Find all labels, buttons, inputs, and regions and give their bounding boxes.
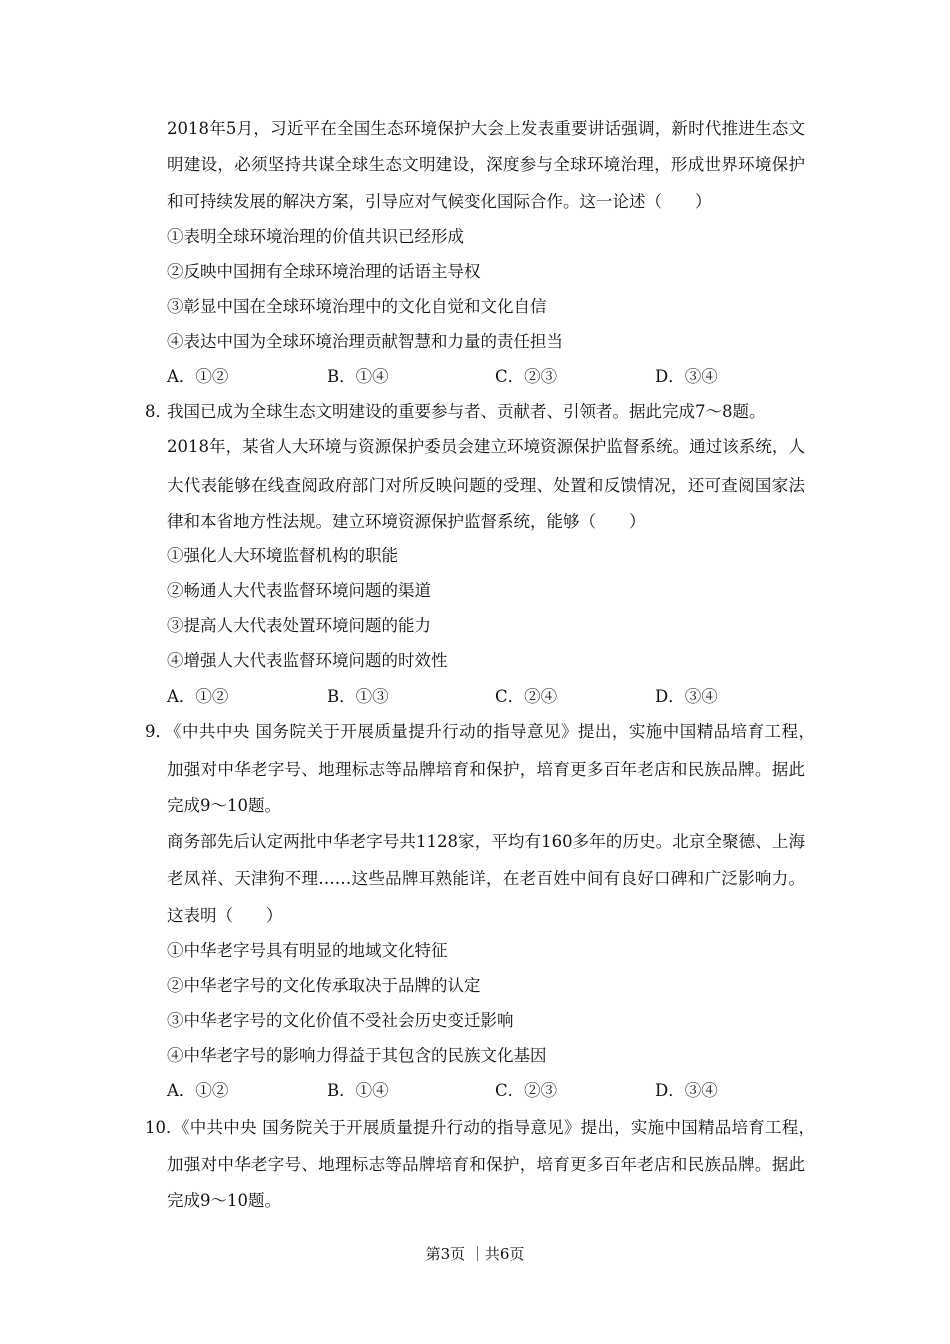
q8-item: ①强化人大环境监督机构的职能 — [167, 546, 398, 565]
q7-option-a: A．①② — [167, 367, 229, 386]
q8-item: ④增强人大代表监督环境问题的时效性 — [167, 651, 448, 670]
q9-intro-line: 完成9～10题。 — [167, 796, 281, 815]
q9-intro-line: 加强对中华老字号、地理标志等品牌培育和保护，培育更多百年老店和民族品牌。据此 — [167, 760, 805, 779]
q9-option-a: A．①② — [167, 1081, 229, 1100]
q9-option-b: B．①④ — [327, 1081, 389, 1100]
q7-option-c: C．②③ — [495, 367, 558, 386]
q7-item: ②反映中国拥有全球环境治理的话语主导权 — [167, 262, 481, 281]
q9-item: ④中华老字号的影响力得益于其包含的民族文化基因 — [167, 1046, 547, 1065]
q10-intro-line: 《中共中央 国务院关于开展质量提升行动的指导意见》提出，实施中国精品培育工程， — [173, 1118, 815, 1137]
q8-option-a: A．①② — [167, 687, 229, 706]
page-footer: 第3页 ｜共6页 — [425, 1245, 525, 1263]
q9-number: 9． — [145, 722, 172, 741]
q10-number: 10． — [145, 1118, 183, 1137]
q8-stem-line: 大代表能够在线查阅政府部门对所反映问题的受理、处置和反馈情况，还可查阅国家法 — [167, 476, 805, 495]
q10-intro-line: 加强对中华老字号、地理标志等品牌培育和保护，培育更多百年老店和民族品牌。据此 — [167, 1155, 805, 1174]
q7-option-b: B．①④ — [327, 367, 389, 386]
q7-stem-line: 2018年5月，习近平在全国生态环境保护大会上发表重要讲话强调，新时代推进生态文 — [167, 119, 805, 138]
q7-stem-line: 和可持续发展的解决方案，引导应对气候变化国际合作。这一论述（ ） — [167, 192, 712, 211]
q8-intro: 我国已成为全球生态文明建设的重要参与者、贡献者、引领者。据此完成7～8题。 — [167, 402, 766, 421]
q7-item: ①表明全球环境治理的价值共识已经形成 — [167, 227, 464, 246]
q8-item: ③提高人大代表处置环境问题的能力 — [167, 616, 431, 635]
q8-option-c: C．②④ — [495, 687, 558, 706]
q7-item: ③彰显中国在全球环境治理中的文化自觉和文化自信 — [167, 297, 547, 316]
q8-option-b: B．①③ — [327, 687, 389, 706]
q9-intro-line: 《中共中央 国务院关于开展质量提升行动的指导意见》提出，实施中国精品培育工程， — [165, 722, 815, 741]
q7-stem-line: 明建设，必须坚持共谋全球生态文明建设，深度参与全球环境治理，形成世界环境保护 — [167, 155, 805, 174]
q7-item: ④表达中国为全球环境治理贡献智慧和力量的责任担当 — [167, 332, 563, 351]
q9-option-d: D．③④ — [655, 1081, 718, 1100]
q8-stem-line: 律和本省地方性法规。建立环境资源保护监督系统，能够（ ） — [167, 512, 646, 531]
q9-option-c: C．②③ — [495, 1081, 558, 1100]
q8-number: 8． — [145, 402, 172, 421]
q8-stem-line: 2018年，某省人大环境与资源保护委员会建立环境资源保护监督系统。通过该系统，人 — [167, 437, 805, 456]
q7-option-d: D．③④ — [655, 367, 718, 386]
q9-item: ①中华老字号具有明显的地域文化特征 — [167, 941, 448, 960]
q9-item: ③中华老字号的文化价值不受社会历史变迁影响 — [167, 1011, 514, 1030]
q9-item: ②中华老字号的文化传承取决于品牌的认定 — [167, 976, 481, 995]
q10-intro-line: 完成9～10题。 — [167, 1191, 281, 1210]
q8-item: ②畅通人大代表监督环境问题的渠道 — [167, 581, 431, 600]
q9-stem-line: 老凤祥、天津狗不理……这些品牌耳熟能详，在老百姓中间有良好口碑和广泛影响力。 — [167, 869, 805, 888]
q8-option-d: D．③④ — [655, 687, 718, 706]
q9-stem-line: 这表明（ ） — [167, 906, 283, 925]
q9-stem-line: 商务部先后认定两批中华老字号共1128家，平均有160多年的历史。北京全聚德、上海 — [167, 832, 805, 851]
